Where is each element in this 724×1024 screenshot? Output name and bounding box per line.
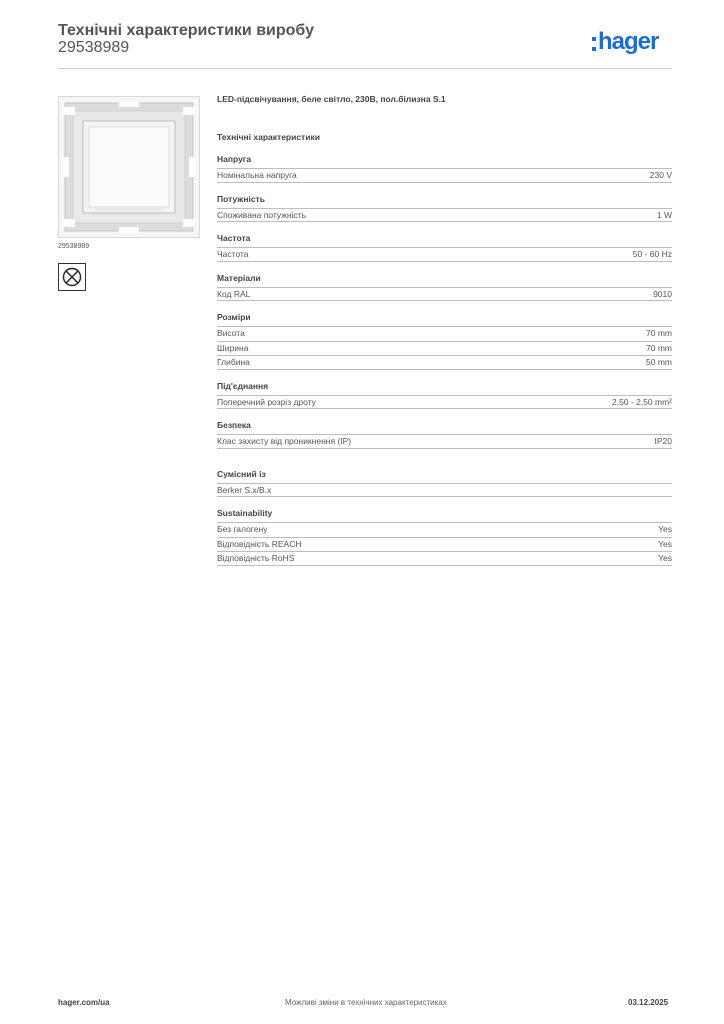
spec-group-title: Розміри — [217, 312, 251, 322]
spec-group-title: Під'єднання — [217, 380, 269, 391]
spec-row — [217, 208, 672, 223]
spec-row — [217, 522, 672, 537]
spec-group — [217, 418, 672, 449]
spec-group — [217, 467, 672, 498]
spec-row — [217, 483, 672, 498]
spec-row — [217, 287, 672, 302]
spec-group-title: Безпека — [217, 420, 251, 430]
page-title: Технічні характеристики виробу — [58, 22, 314, 39]
spec-label: Відповідність REACH — [217, 538, 302, 549]
product-image — [58, 96, 200, 238]
spec-row — [217, 434, 672, 449]
spec-rows — [217, 395, 672, 410]
hager-logo — [592, 28, 658, 56]
spec-group-title: Сумісний із — [217, 468, 266, 479]
spec-row — [217, 551, 672, 566]
footer-website: hager.com/ua — [58, 998, 110, 1007]
spec-rows — [217, 247, 672, 262]
spec-rows — [217, 522, 672, 566]
image-caption: 29538989 — [58, 243, 90, 250]
footer-notice: Можливі зміни в технічних характеристиках — [285, 998, 447, 1007]
spec-row — [217, 326, 672, 341]
spec-label: Поперечний розріз дроту — [217, 396, 316, 407]
spec-group — [217, 192, 672, 223]
spec-group — [217, 231, 672, 262]
spec-label: Частота — [217, 249, 249, 259]
spec-label: Ширина — [217, 342, 249, 353]
spec-label: Відповідність RoHS — [217, 553, 295, 563]
spec-group-title: Частота — [217, 233, 251, 243]
spec-row — [217, 537, 672, 552]
spec-label: Berker S.x/B.x — [217, 484, 272, 495]
section-title: Технічні характеристики — [217, 132, 320, 142]
spec-label: Номінальна напруга — [217, 170, 297, 180]
spec-label: Клас захисту від проникнення (IP) — [217, 436, 352, 446]
spec-group — [217, 506, 672, 566]
spec-group-title: Sustainability — [217, 508, 273, 518]
logo-text: hager — [598, 28, 659, 55]
product-code: 29538989 — [58, 39, 130, 56]
spec-value: IP20 — [654, 436, 672, 446]
lamp-symbol-icon — [58, 263, 86, 291]
product-description: LED-підсвічування, беле світло, 230В, пол.білизна S.1 — [217, 94, 446, 104]
spec-rows — [217, 287, 672, 302]
spec-value: 9010 — [653, 288, 672, 299]
spec-group-title: Потужність — [217, 193, 265, 204]
spec-group-title: Матеріали — [217, 272, 261, 283]
spec-rows — [217, 483, 672, 498]
spec-row — [217, 168, 672, 183]
spec-label: Висота — [217, 328, 245, 338]
spec-group-title: Напруга — [217, 154, 252, 164]
spec-value: Yes — [658, 538, 672, 549]
spec-rows — [217, 168, 672, 183]
spec-value: 50 mm — [646, 357, 672, 367]
spec-label: Код RAL — [217, 288, 251, 299]
spec-rows — [217, 326, 672, 370]
spec-row — [217, 341, 672, 356]
spec-value: Yes — [658, 524, 672, 534]
spec-group — [217, 152, 672, 183]
spec-value: 50 - 60 Hz — [632, 249, 672, 259]
spec-value: Yes — [658, 553, 672, 563]
spec-value: 2,50 - 2,50 mm² — [612, 396, 672, 407]
spec-label: Глибина — [217, 357, 250, 367]
spec-content — [217, 94, 672, 575]
spec-value: 230 V — [649, 170, 672, 180]
footer-date: 03.12.2025 — [628, 998, 669, 1007]
spec-value: 70 mm — [646, 328, 672, 338]
spec-row — [217, 247, 672, 262]
spec-row — [217, 395, 672, 410]
spec-group — [217, 271, 672, 302]
spec-group — [217, 310, 672, 370]
spec-label: Без галогену — [217, 524, 268, 534]
spec-rows — [217, 434, 672, 449]
spec-groups — [217, 152, 672, 566]
spec-group — [217, 379, 672, 410]
header-divider — [58, 68, 672, 69]
spec-value: 70 mm — [646, 342, 672, 353]
spec-row — [217, 355, 672, 370]
logo-dots-icon — [592, 37, 596, 51]
spec-label: Споживана потужність — [217, 209, 307, 220]
spec-rows — [217, 208, 672, 223]
spec-value: 1 W — [656, 209, 672, 220]
